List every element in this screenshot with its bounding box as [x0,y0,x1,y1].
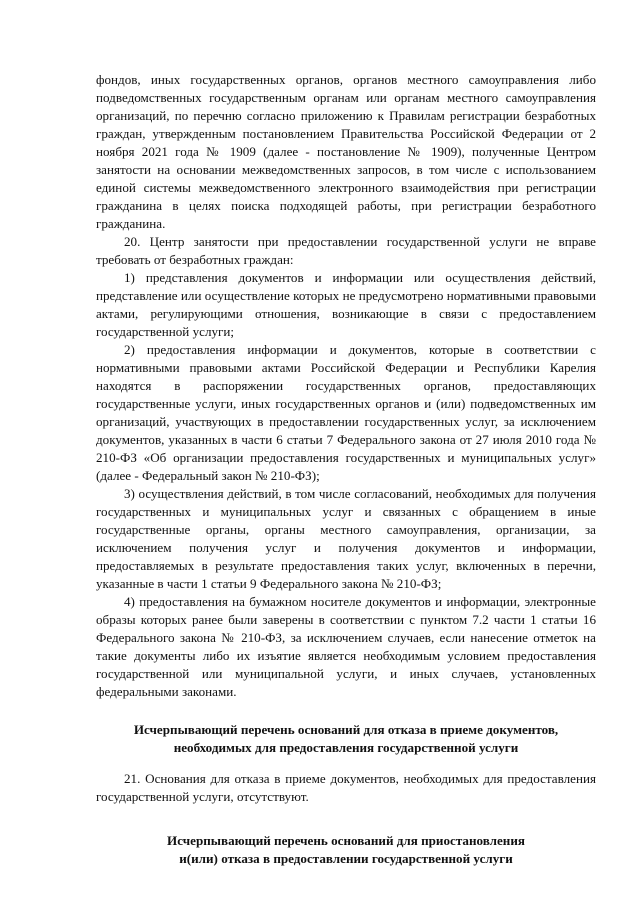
document-page [96,71,596,868]
paragraph-20: 20. Центр занятости при предоставлении государственной услуги не вправе требовать от безработных граждан: [96,234,596,267]
paragraph-21: 21. Основания для отказа в приеме документов, необходимых для предоставления государственной услуги, отсутствуют. [96,771,596,804]
section-heading-line: Исчерпывающий перечень оснований для приостановления [167,833,525,848]
section-heading-refusal-documents [96,721,596,757]
paragraph-20-item-4: 4) предоставления на бумажном носителе документов и информации, электронные образы которых ранее были заверены в соответствии с пунктом 7.2 части 1 статьи 16 Федерального закона № 210-ФЗ, за исключением случаев, если нанесение отметок на такие документы либо их изъятие является необходимым условием предоставления государственной или муниципальной услуги, и иных случаев, установленных федеральными законами. [96,594,596,699]
paragraph-20-item-3: 3) осуществления действий, в том числе согласований, необходимых для получения государственных и муниципальных услуг и связанных с обращением в иные государственные органы, органы местного самоуправления, организации, за исключением получения услуг и получения документов и информации, предоставляемых в результате предоставления таких услуг, включенных в перечни, указанные в части 1 статьи 9 Федерального закона № 210-ФЗ; [96,486,596,591]
section-heading-line: и(или) отказа в предоставлении государственной услуги [179,851,513,866]
paragraph-20-item-2: 2) предоставления информации и документов, которые в соответствии с нормативными правовыми актами Российской Федерации и Республики Карелия находятся в распоряжении государственных органов, предоставляющих государственные услуги, иных государственных органов и (или) подведомственных им организаций, участвующих в предоставлении государственных услуг, за исключением документов, указанных в части 6 статьи 7 Федерального закона от 27 июля 2010 года № 210-ФЗ «Об организации предоставления государственных и муниципальных услуг» (далее - Федеральный закон № 210-ФЗ); [96,342,596,483]
paragraph-continuation: фондов, иных государственных органов, органов местного самоуправления либо подведомственных государственным органам или органам местного самоуправления организаций, по перечню согласно приложению к Правилам регистрации безработных граждан, утвержденным постановлением Правительства Российской Федерации от 2 ноября 2021 года № 1909 (далее - постановление № 1909), полученные Центром занятости на основании межведомственных запросов, в том числе с использованием единой системы межведомственного электронного взаимодействия при регистрации гражданина в целях поиска подходящей работы, при регистрации безработного гражданина. [96,72,596,231]
section-heading-line: Исчерпывающий перечень оснований для отказа в приеме документов, [133,722,559,737]
paragraph-20-item-1: 1) представления документов и информации или осуществления действий, представление или осуществление которых не предусмотрено нормативными правовыми актами, регулирующими отношения, возникающие в связи с предоставлением государственной услуги; [96,270,596,339]
section-heading-suspension-refusal [96,832,596,868]
section-heading-line: необходимых для предоставления государственной услуги [173,740,519,755]
